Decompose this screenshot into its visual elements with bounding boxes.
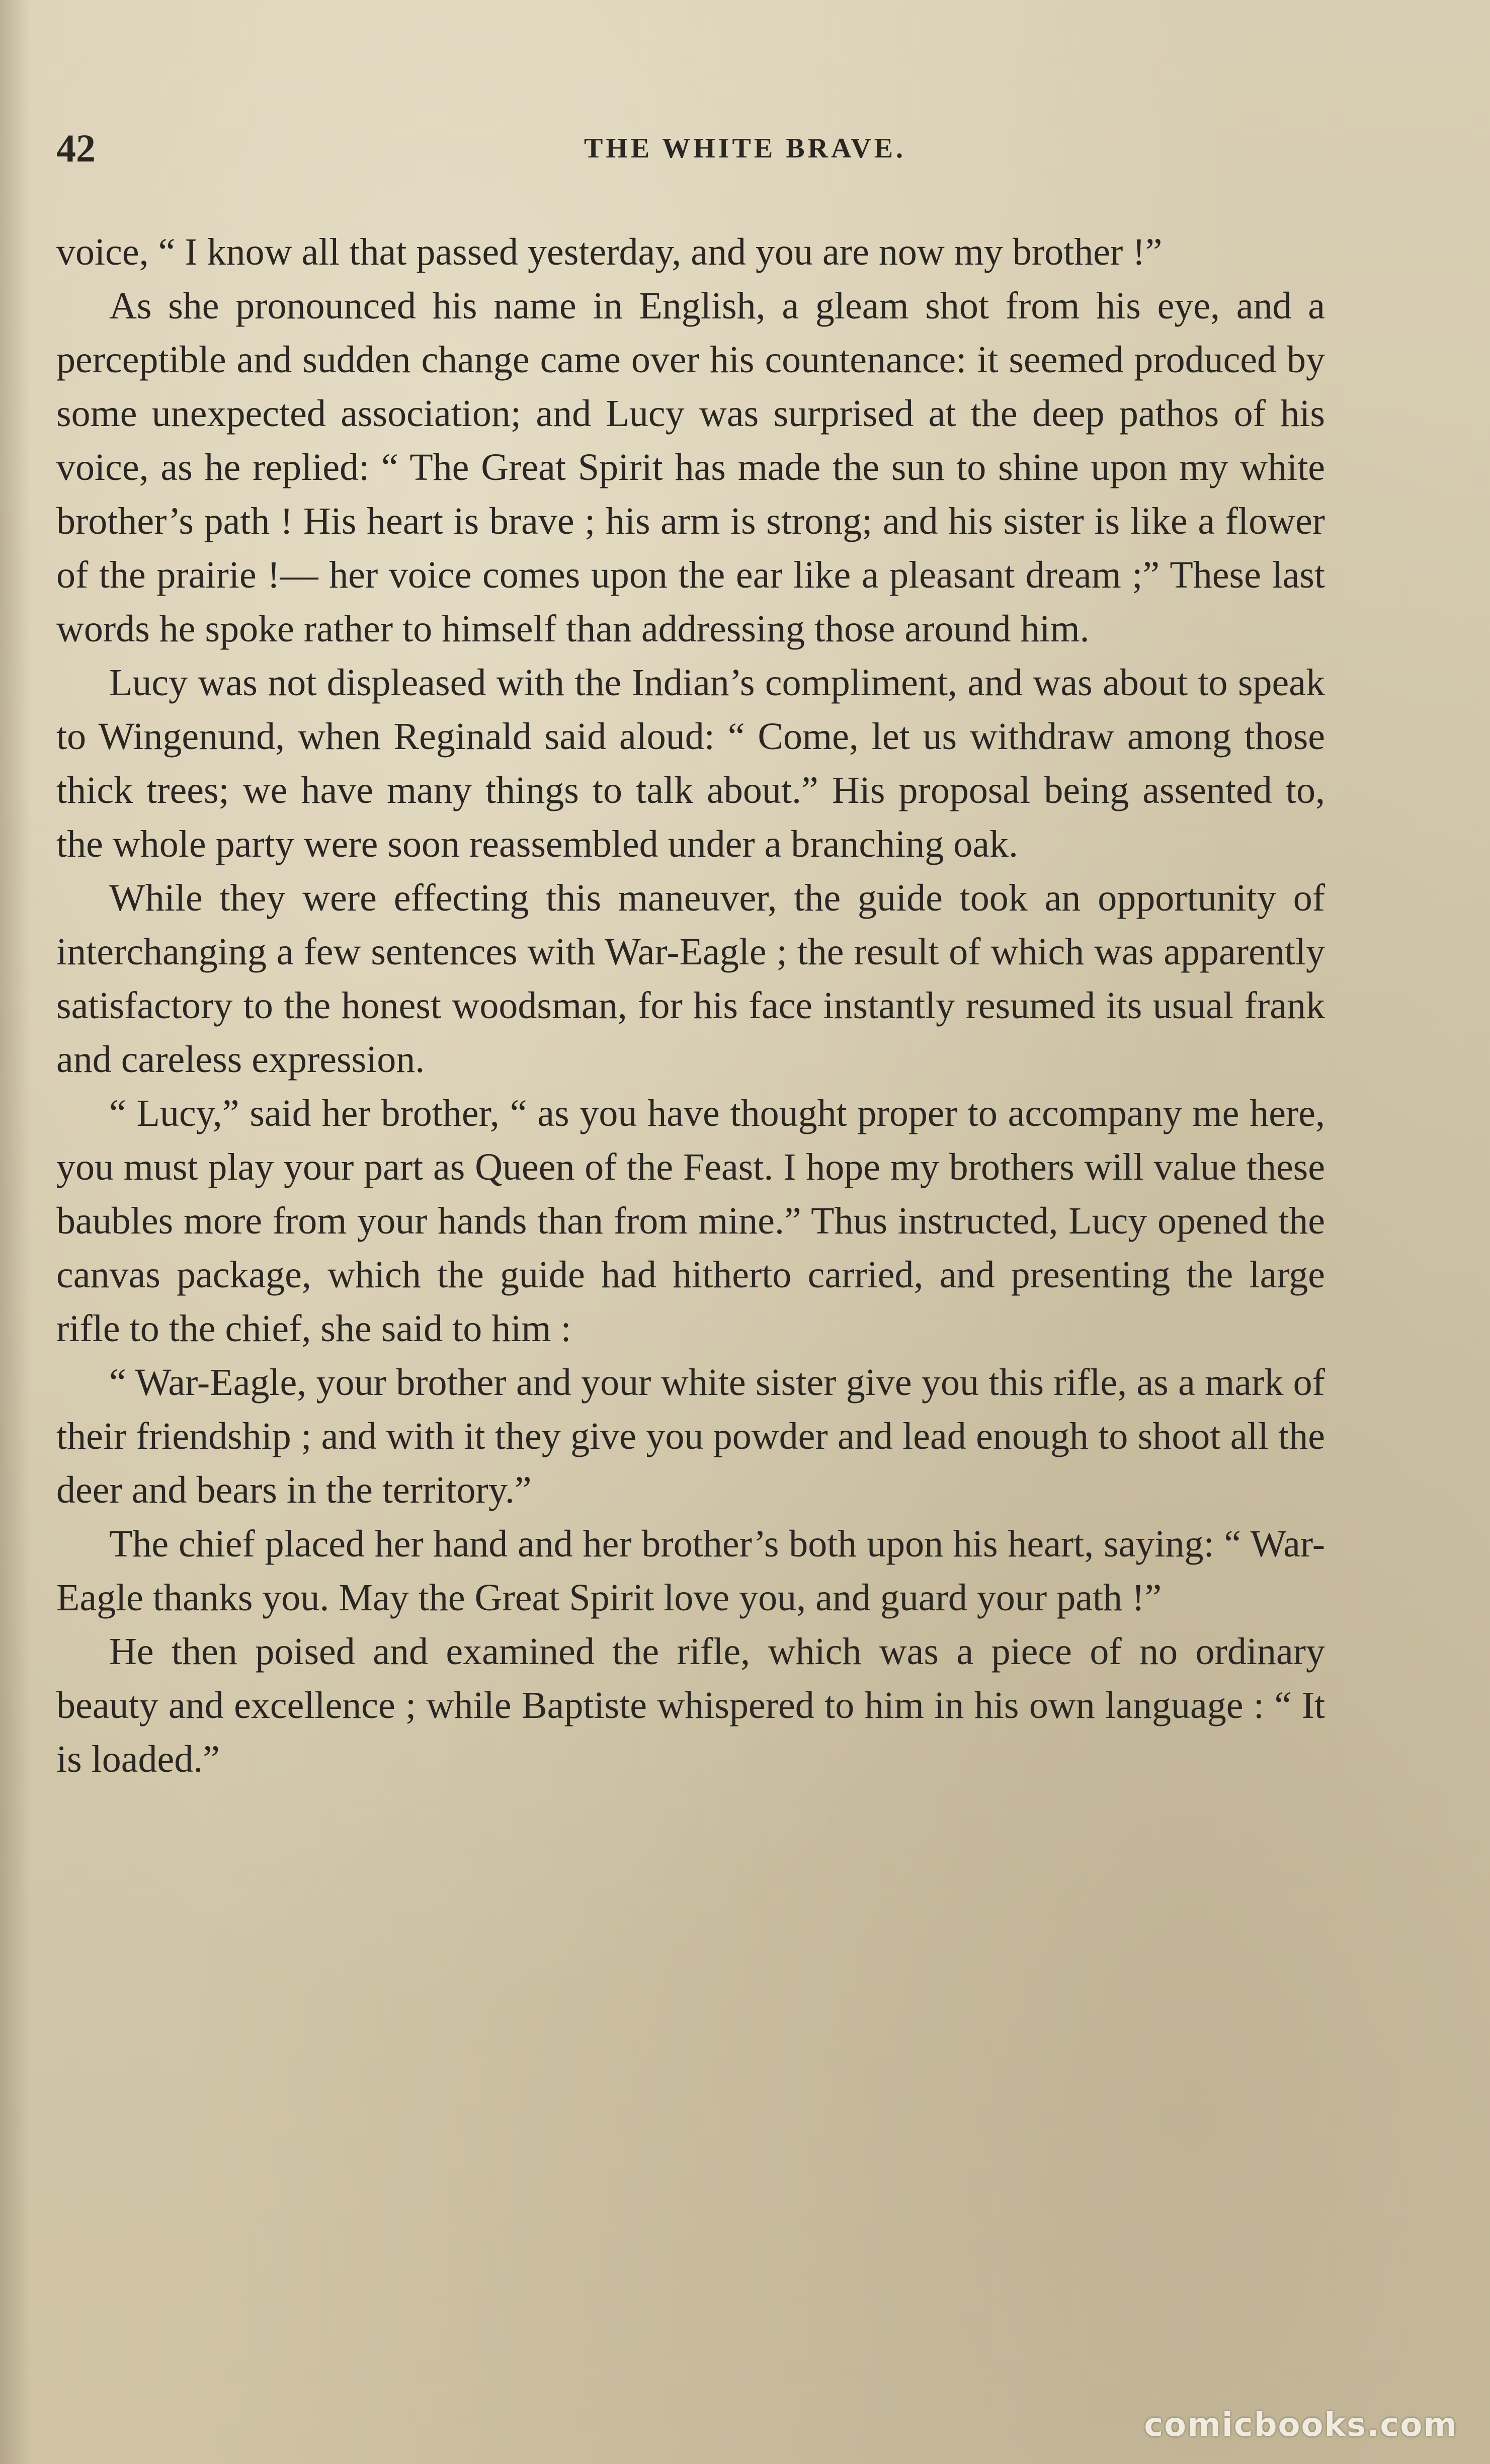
paragraph: “ Lucy,” said her brother, “ as you have thought proper to accompany me here, you must play your part as Queen of the Feast. I hope my brothers will value these baubles more from your hands than from mine.” Thus instructed, Lucy opened the canvas package, which the guide had hitherto carried, and presenting the large rifle to the chief, she said to him : bbox=[56, 1092, 1325, 1350]
page-number: 42 bbox=[56, 126, 96, 170]
paragraph: While they were effecting this maneuver, the guide took an opportunity of interchanging a few sentences with War-Eagle ; the result of which was apparently satisfactory to the honest woodsman, for his face instantly resumed its usual frank and careless expression. bbox=[56, 877, 1325, 1081]
paragraph: He then poised and examined the rifle, which was a piece of no ordinary beauty and excellence ; while Baptiste whispered to him in his own language : “ It is loaded.” bbox=[56, 1630, 1325, 1780]
body-text bbox=[56, 225, 1325, 1786]
running-head: THE WHITE BRAVE. bbox=[584, 133, 906, 164]
paragraph: The chief placed her hand and her brother’s both upon his heart, saying: “ War-Eagle thanks you. May the Great Spirit love you, and guard your path !” bbox=[56, 1523, 1325, 1619]
page-header bbox=[56, 121, 1434, 176]
paragraph: “ War-Eagle, your brother and your white sister give you this rifle, as a mark of their friendship ; and with it they give you powder and lead enough to shoot all the deer and bears in the territory.” bbox=[56, 1361, 1325, 1511]
paragraph-continued: voice, “ I know all that passed yesterday, and you are now my brother !” bbox=[56, 231, 1163, 273]
paragraph: As she pronounced his name in English, a gleam shot from his eye, and a perceptible and sudden change came over his countenance: it seemed produced by some unexpected association; and Lucy was surprised at the deep pathos of his voice, as he replied: “ The Great Spirit has made the sun to shine upon my white brother’s path ! His heart is brave ; his arm is strong; and his sister is like a flower of the prairie !— her voice comes upon the ear like a pleasant dream ;” These last words he spoke rather to himself than addressing those around him. bbox=[56, 285, 1325, 650]
watermark: comicbooks.com bbox=[1144, 2407, 1458, 2444]
page-edge-shadow bbox=[0, 0, 30, 2464]
paragraph: Lucy was not displeased with the Indian’s compliment, and was about to speak to Wingenund, when Reginald said aloud: “ Come, let us withdraw among those thick trees; we have many things to talk about.” His proposal being assented to, the whole party were soon reassembled under a branching oak. bbox=[56, 662, 1325, 865]
